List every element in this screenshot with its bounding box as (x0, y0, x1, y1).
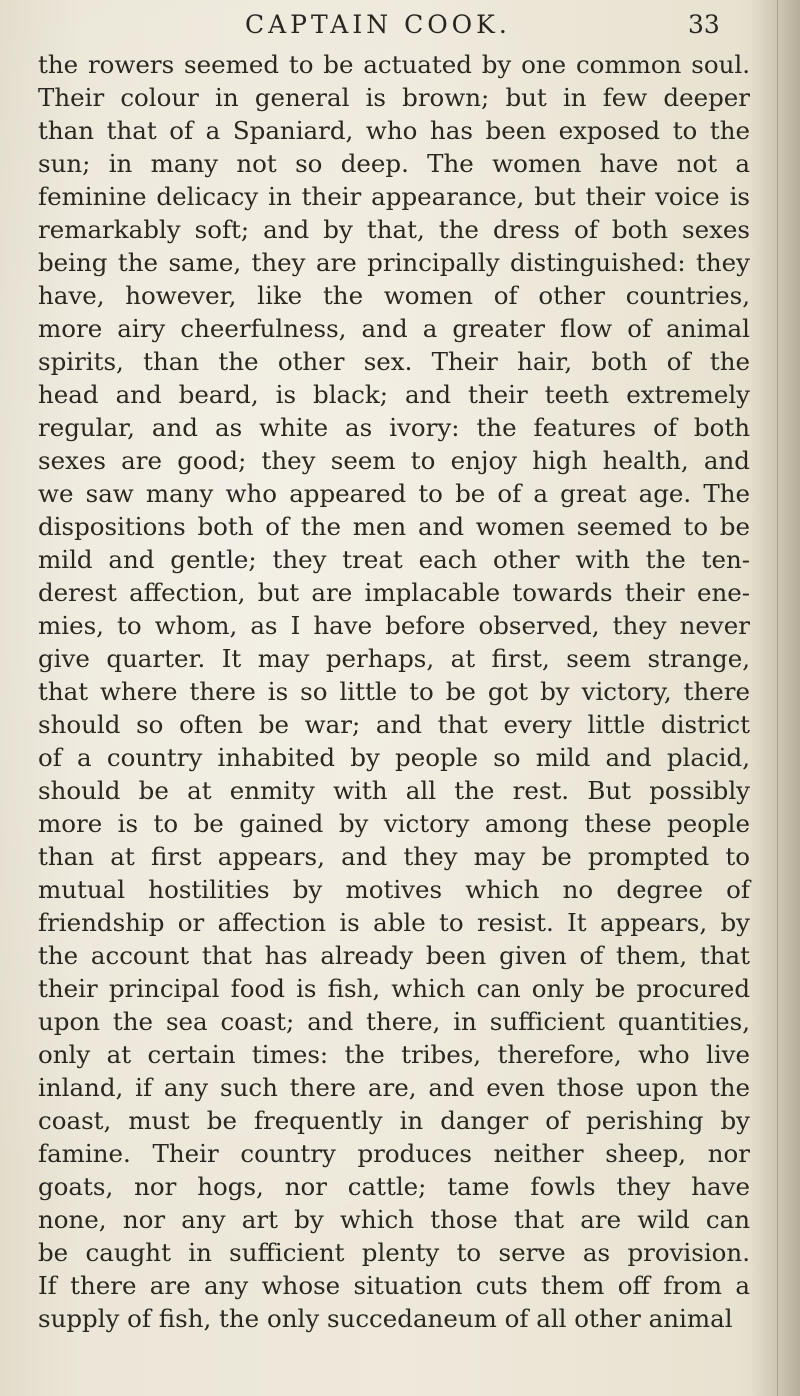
text-line: give quarter. It may perhaps, at first, seem strange, (38, 644, 750, 673)
text-line: only at certain times: the tribes, therefore, who live (38, 1040, 750, 1069)
text-line: the rowers seemed to be actuated by one common soul. (38, 50, 750, 79)
page-number: 33 (688, 10, 720, 39)
text-line: friendship or affection is able to resist. It appears, by (38, 908, 750, 937)
text-line: remarkably soft; and by that, the dress of both sexes (38, 215, 750, 244)
text-line: If there are any whose situation cuts them off from a (38, 1271, 750, 1300)
text-line: sexes are good; they seem to enjoy high health, and (38, 446, 750, 475)
text-line: sun; in many not so deep. The women have not a (38, 149, 750, 178)
text-line: regular, and as white as ivory: the features of both (38, 413, 750, 442)
text-line: should be at enmity with all the rest. But possibly (38, 776, 750, 805)
text-line: famine. Their country produces neither sheep, nor (38, 1139, 750, 1168)
body-text (38, 48, 750, 1335)
text-line: spirits, than the other sex. Their hair, both of the (38, 347, 750, 376)
text-line: more is to be gained by victory among these people (38, 809, 750, 838)
page-edge-shadow (750, 0, 800, 1396)
text-line: inland, if any such there are, and even those upon the (38, 1073, 750, 1102)
text-line: goats, nor hogs, nor cattle; tame fowls they have (38, 1172, 750, 1201)
text-line: should so often be war; and that every little district (38, 710, 750, 739)
text-line: derest affection, but are implacable towards their ene- (38, 578, 750, 607)
text-line: mild and gentle; they treat each other with the ten- (38, 545, 750, 574)
running-head (0, 10, 800, 46)
text-line: head and beard, is black; and their teeth extremely (38, 380, 750, 409)
text-line: their principal food is fish, which can only be procured (38, 974, 750, 1003)
text-line: have, however, like the women of other countries, (38, 281, 750, 310)
text-line: more airy cheerfulness, and a greater flow of animal (38, 314, 750, 343)
text-line: be caught in sufficient plenty to serve as provision. (38, 1238, 750, 1267)
text-line: that where there is so little to be got by victory, there (38, 677, 750, 706)
text-line: mutual hostilities by motives which no degree of (38, 875, 750, 904)
page-edge-line (777, 0, 778, 1396)
text-line: mies, to whom, as I have before observed, they never (38, 611, 750, 640)
text-line: the account that has already been given of them, that (38, 941, 750, 970)
text-line: of a country inhabited by people so mild and placid, (38, 743, 750, 772)
text-line: none, nor any art by which those that are wild can (38, 1205, 750, 1234)
running-head-title: CAPTAIN COOK. (245, 10, 511, 39)
text-line: than that of a Spaniard, who has been exposed to the (38, 116, 750, 145)
text-line: feminine delicacy in their appearance, but their voice is (38, 182, 750, 211)
text-line: supply of fish, the only succedaneum of all other animal (38, 1304, 733, 1333)
text-line: upon the sea coast; and there, in sufficient quantities, (38, 1007, 750, 1036)
text-line: Their colour in general is brown; but in few deeper (38, 83, 750, 112)
text-line: we saw many who appeared to be of a great age. The (38, 479, 750, 508)
text-line: being the same, they are principally distinguished: they (38, 248, 750, 277)
text-line: coast, must be frequently in danger of perishing by (38, 1106, 750, 1135)
text-line: than at first appears, and they may be prompted to (38, 842, 750, 871)
text-line: dispositions both of the men and women seemed to be (38, 512, 750, 541)
